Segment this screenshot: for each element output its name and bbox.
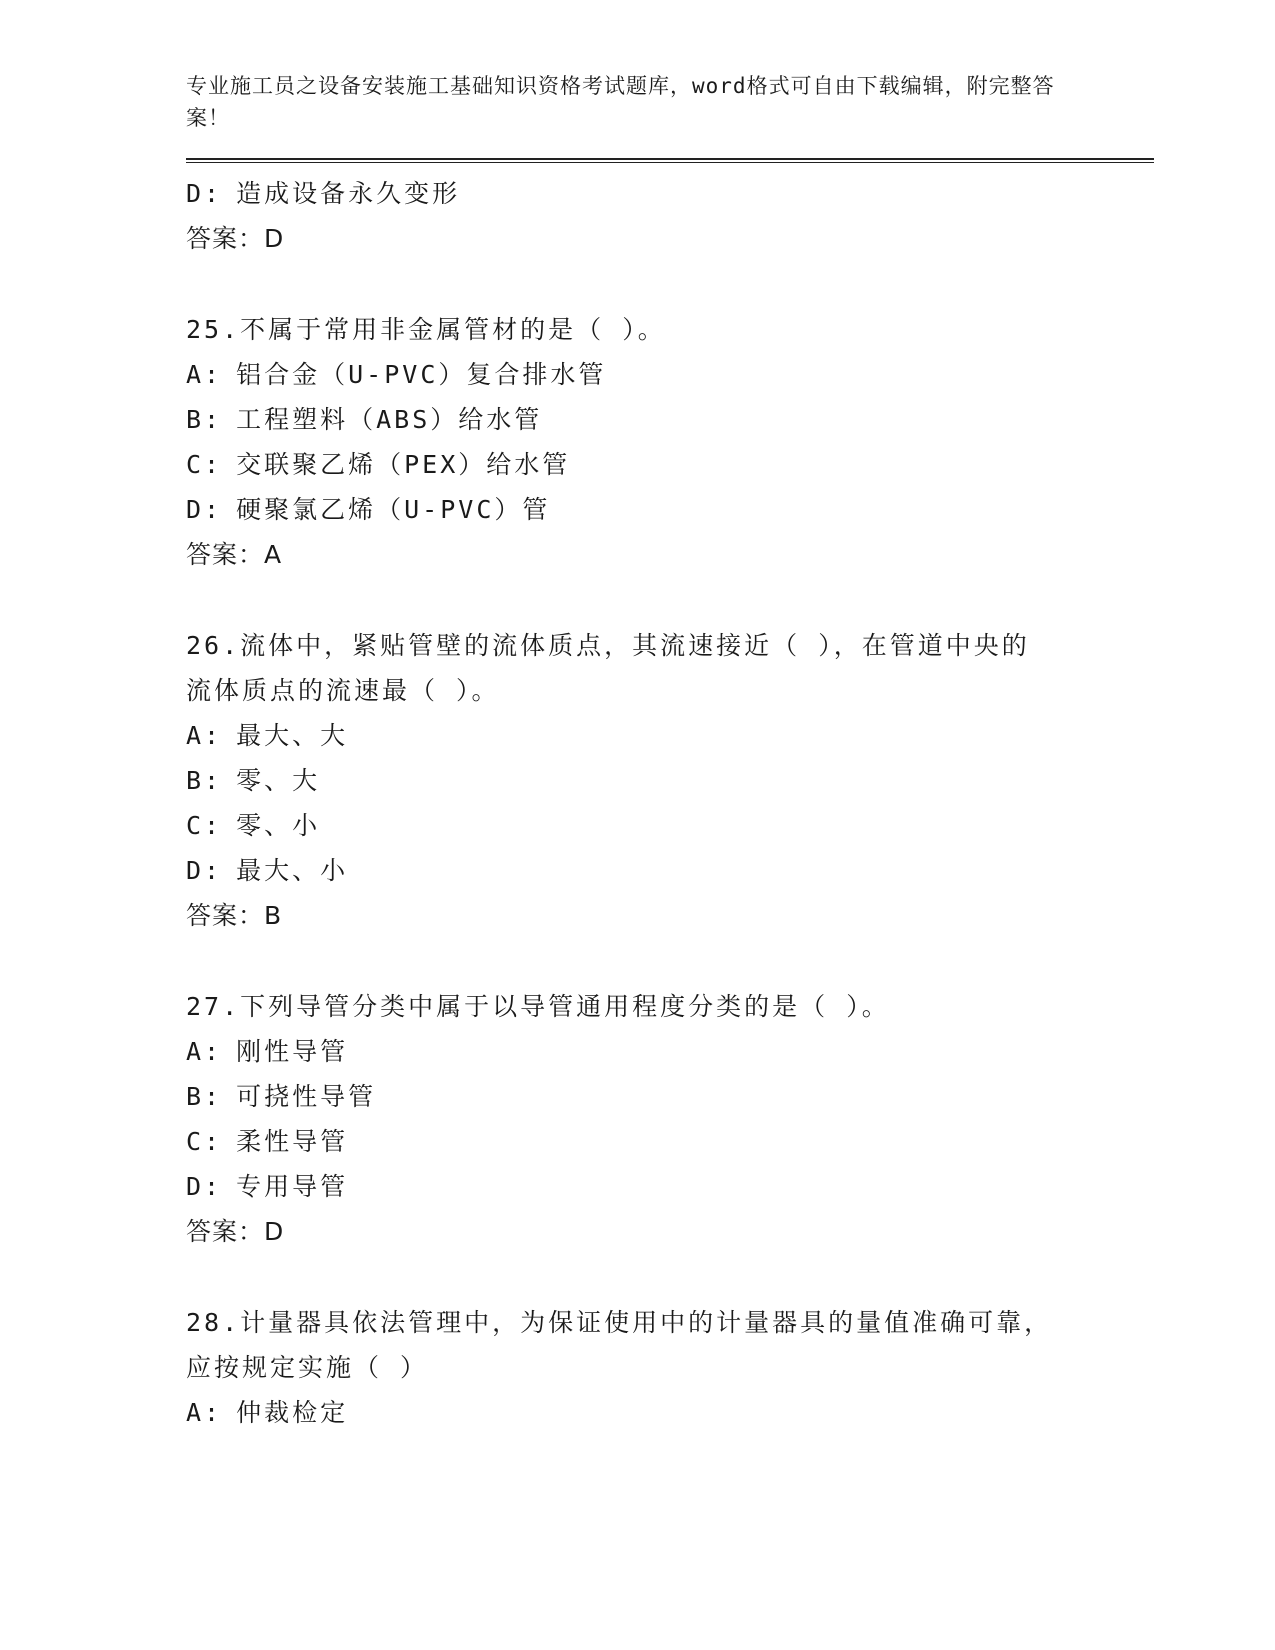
option-row [186,487,1154,532]
option-text: 工程塑料（ABS）给水管 [236,405,543,434]
document-page [186,70,1154,1435]
option-label: A: [186,360,223,389]
question-block [186,1300,1154,1435]
answer-line: 答案：A [186,540,283,569]
question-block [186,623,1154,938]
question-text: 26.流体中，紧贴管壁的流体质点，其流速接近（ ），在管道中央的流体质点的流速最（ ）。 [186,631,1030,705]
option-label: C: [186,450,223,479]
option-text: 仲裁检定 [236,1398,349,1427]
option-label: D: [186,495,223,524]
option-text: 铝合金（U-PVC）复合排水管 [236,360,607,389]
option-label: B: [186,766,223,795]
option-row [186,1390,1154,1435]
option-row [186,1164,1154,1209]
option-text: 最大、大 [236,721,349,750]
answer-line: 答案：D [186,1217,285,1246]
option-text: 零、大 [236,766,321,795]
header-divider [186,158,1154,163]
option-label: C: [186,1127,223,1156]
option-row [186,848,1154,893]
option-row [186,442,1154,487]
answer-line: 答案：B [186,901,283,930]
question-block [186,307,1154,577]
question-list [186,171,1154,1435]
option-label: D: [186,1172,223,1201]
option-label: B: [186,405,223,434]
answer-line: 答案：D [186,224,285,253]
question-text: 25.不属于常用非金属管材的是（ ）。 [186,315,666,344]
option-text: 硬聚氯乙烯（U-PVC）管 [236,495,551,524]
option-label: D: [186,179,223,208]
option-label: C: [186,811,223,840]
option-row [186,803,1154,848]
question-block [186,984,1154,1254]
option-label: A: [186,1037,223,1066]
option-row [186,1074,1154,1119]
option-row [186,713,1154,758]
option-row [186,1029,1154,1074]
option-label: A: [186,1398,223,1427]
question-text: 27.下列导管分类中属于以导管通用程度分类的是（ ）。 [186,992,890,1021]
document-header: 专业施工员之设备安装施工基础知识资格考试题库，word格式可自由下载编辑，附完整答案！ [186,74,1055,130]
option-row [186,397,1154,442]
option-text: 刚性导管 [236,1037,349,1066]
option-label: D: [186,856,223,885]
option-row [186,1119,1154,1164]
option-text: 专用导管 [236,1172,349,1201]
option-text: 交联聚乙烯（PEX）给水管 [236,450,571,479]
option-row [186,171,1154,216]
option-row [186,352,1154,397]
question-text: 28.计量器具依法管理中，为保证使用中的计量器具的量值准确可靠，应按规定实施（ ） [186,1308,1053,1382]
option-label: A: [186,721,223,750]
option-text: 造成设备永久变形 [236,179,461,208]
option-text: 零、小 [236,811,321,840]
option-text: 柔性导管 [236,1127,349,1156]
option-row [186,758,1154,803]
option-label: B: [186,1082,223,1111]
option-text: 最大、小 [236,856,349,885]
option-text: 可挠性导管 [236,1082,377,1111]
